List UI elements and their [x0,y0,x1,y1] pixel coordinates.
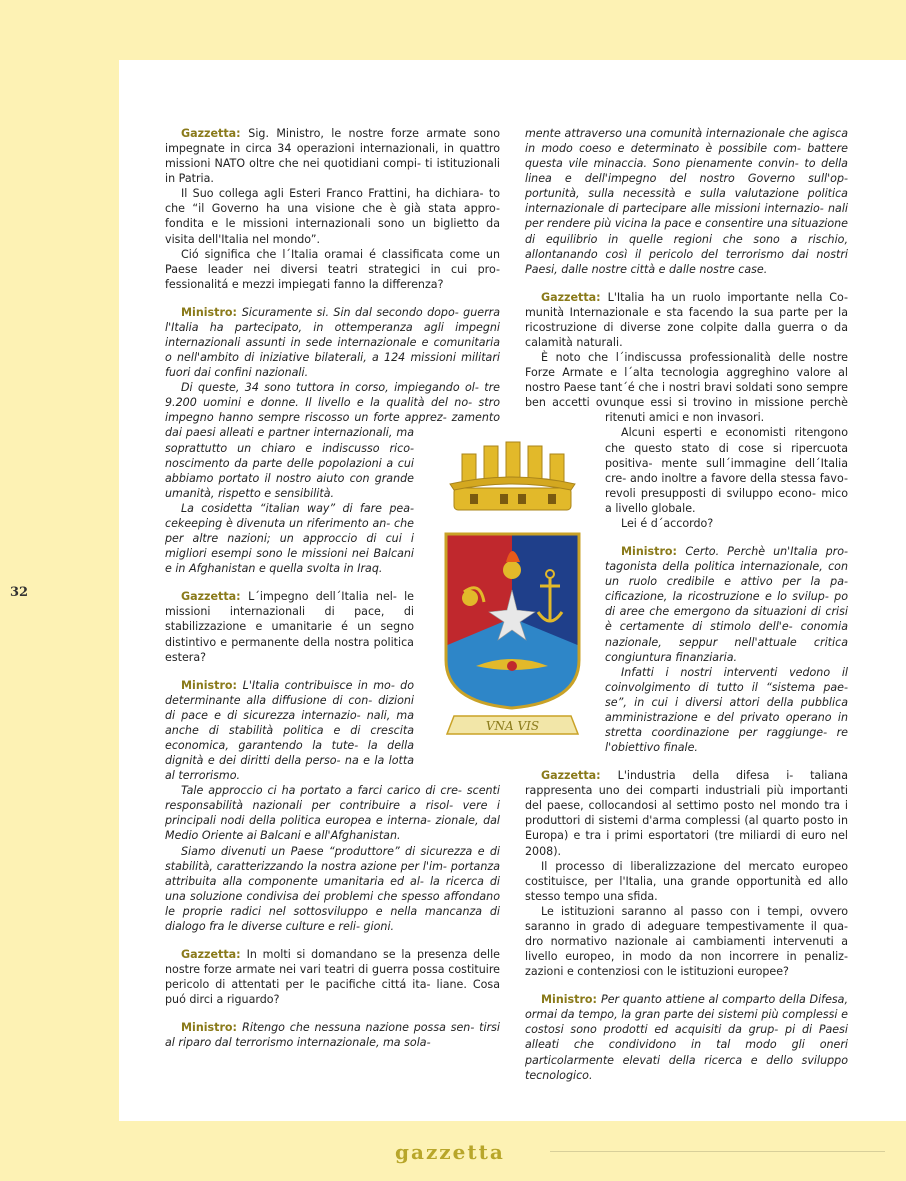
article-paragraph [165,783,500,843]
article-paragraph [165,947,500,1007]
paragraph-text: Ritengo che nessuna nazione possa sen- tirsi al riparo dal terrorismo internazionale, ma sola- [165,1021,500,1050]
speaker-label: Ministro: [621,545,686,559]
paragraph-text: È noto che l´indiscussa professionalità delle nostre Forze Armate e l´alta tecnologia aggreghino valore al nostro Paese tant´é che i nostri bravi soldati sono sempre ben accetti ovunque essi si trovino in missione perchè ritenuti amici e non invasori. [525,351,848,425]
article-paragraph [165,126,500,186]
paragraph-text: Infatti i nostri interventi vedono il coinvolgimento di tutto il “sistema pae- se”, in cui i diversi attori della pubblica amministrazione e del privato operano in stretta coordinazione per raggiunge- re l'obiettivo finale. [605,665,848,755]
paragraph-gap [525,979,848,992]
paragraph-text: Il processo di liberalizzazione del mercato europeo costituisce, per l'Italia, una grande opportunità ed allo stesso tempo una sfida. [525,859,848,903]
paragraph-text: Sicuramente si. Sin dal secondo dopo- guerra l'Italia ha partecipato, in ottemperanza agli impegni internazionali assunti in sede internazionale e comunitaria o nell'ambito di iniziative bilaterali, a 124 missioni militari fuori dai confini nazionali. [165,305,500,380]
paragraph-text: Di queste, 34 sono tuttora in corso, impiegando ol- tre 9.200 uomini e donne. Il livello e la qualità del no- stro impegno hanno sempre riscosso un forte apprez- zamento dai paesi alleati e partner internazionali, ma soprattutto un chiaro e indiscusso rico- noscimento da parte delle popolazioni a cui abbiamo portato il nostro aiuto con grande umanità, rispetto e sensibilità. [165,381,500,500]
speaker-label: Gazzetta: [181,590,249,604]
paragraph-text: L´impegno dell´Italia nel- le missioni internazionali di pace, di stabilizzazione e umanitarie é un segno distintivo e permanente della nostra politica estera? [165,590,415,664]
article-paragraph [525,768,848,858]
paragraph-text: In molti si domandano se la presenza delle nostre forze armate nei vari teatri di guerra possa costituire pericolo di attentati per le pacifiche cittá ita- liane. Cosa puó dirci a riguardo? [165,947,500,1007]
article-paragraph [165,186,500,246]
shield-icon [446,534,579,708]
paragraph-gap [165,1007,500,1020]
paragraph-gap [165,934,500,947]
paragraph-text: Siamo divenuti un Paese “produttore” di sicurezza e di stabilità, caratterizzando la nostra azione per l'im- portanza attribuita alla componente umanitaria ed al- la ricerca di una soluzione condivisa dei problemi che spesso affondano le proprie radici nel sottosviluppo e nella mancanza di dialogo fra le diverse culture e reli- gioni. [165,844,500,933]
footer-divider [550,1151,885,1152]
speaker-label: Ministro: [181,305,242,319]
article-paragraph [525,126,848,277]
speaker-label: Gazzetta: [181,127,249,140]
speaker-label: Ministro: [181,1021,243,1035]
paragraph-text: Il Suo collega agli Esteri Franco Frattini, ha dichiara- to che “il Governo ha una visione che è già stata appro- fondita e le missioni internazionali sono un biglietto da visita dell'Italia nel mondo”. [165,187,500,246]
article-paragraph [525,290,848,350]
speaker-label: Gazzetta: [181,947,247,961]
article-paragraph [165,305,500,380]
footer-logo: gazzetta [395,1140,505,1164]
article-paragraph [525,992,848,1082]
article-paragraph [525,350,848,425]
motto-ribbon [447,716,578,734]
article-paragraph [165,844,500,934]
paragraph-text: Lei é d´accordo? [621,516,714,530]
paragraph-text: Per quanto attiene al comparto della Difesa, ormai da tempo, la gran parte dei sistemi più complessi e costosi sono prodotti ed acquisiti da grup- pi di Paesi alleati che condividono in tal modo gli oneri particolarmente elevati della ricerca e dello sviluppo tecnologico. [525,993,848,1082]
paragraph-gap [525,277,848,290]
paragraph-text: mente attraverso una comunità internazionale che agisca in modo coeso e determinato è possibile com- battere questa vile minaccia. Sono pienamente convin- to della linea e dell'impegno del nostro Governo sull'op- portunità, sulla necessità e sulla valutazione politica internazionale di partecipare alle missioni internazio- nali per rendere più vicina la pace e consentire una situazione di equilibrio in quelle regioni che sono a rischio, allontanando così il pericolo del terrorismo dai nostri Paesi, dalle nostre città e dalle nostre case. [525,127,848,276]
paragraph-text: Le istituzioni saranno al passo con i tempi, ovvero saranno in grado di adeguare tempestivamente il qua- dro normativo nazionale ai cambiamenti intervenuti a livello europeo, in modo da non incorrere in penaliz- zazioni e contenziosi con le istituzioni europee? [525,904,848,979]
paragraph-text: L'Italia contribuisce in mo- do determinante alla diffusione di con- dizioni di pace e di sicurezza internazio- nali, ma anche di stabilità politica e di crescita economica, garantendo la tute- la della dignità e dei diritti della perso- na e la lotta al terrorismo. [165,678,415,783]
speaker-label: Gazzetta: [541,769,618,783]
paragraph-text: Alcuni esperti e economisti ritengono che questo stato di cose si ripercuota positiva- mente sull´immagine dell´Italia cre- ando inoltre a favore della stessa favo- revoli presupposti di sviluppo econo- mico a livello globale. [605,426,848,515]
article-paragraph [165,1020,500,1050]
coat-of-arms-emblem [440,440,585,760]
paragraph-text: L'Italia ha un ruolo importante nella Co- munità Internazionale e sta facendo la sua parte per la ricostruzione di diverse zone colpite dalla guerra o da calamità naturali. [525,290,849,350]
paragraph-gap [165,292,500,305]
paragraph-text: Sig. Ministro, le nostre forze armate sono impegnate in circa 34 operazioni internazionali, in quattro missioni NATO oltre che nei quotidiani compi- ti istituzionali in Patria. [165,127,501,186]
article-paragraph [525,859,848,904]
mural-crown-icon [450,442,575,510]
speaker-label: Gazzetta: [541,290,608,304]
speaker-label: Ministro: [181,678,243,692]
paragraph-text: Tale approccio ci ha portato a farci carico di cre- scenti responsabilità nazionali per contribuire a risol- vere i principali nodi della politica europea e interna- zionale, dal Medio Oriente ai Balcani e all'Afghanistan. [165,784,500,843]
article-paragraph [165,247,500,292]
paragraph-text: La cosidetta “italian way” di fare pea- cekeeping è divenuta un riferimento an- che per altre nazioni; un approccio di cui i migliori esempi sono le missioni nei Balcani e in Afghanistan e quella svolta in Iraq. [165,501,414,576]
page-number: 32 [10,585,29,600]
speaker-label: Ministro: [541,993,602,1007]
paragraph-text: L'industria della difesa i- taliana rappresenta uno dei comparti industriali più importanti del paese, collocandosi al settimo posto nel mondo tra i produttori di sistemi d'arma complessi (al quarto posto in Europa) e tra i primi esportatori (tre miliardi di euro nel 2008). [525,769,849,858]
paragraph-text: Ció significa che l´Italia oramai é classificata come un Paese leader nei diversi teatri strategici in cui pro- fessionalitá e mezzi impiegati fanno la differenza? [165,247,500,291]
paragraph-text: Certo. Perchè un'Italia pro- tagonista della politica internazionale, con un ruolo credibile e attivo per la pa- cificazione, la ricostruzione e lo svilup- po di aree che emergono da situazioni di crisi è certamente di stimolo dell'e- conomia nazionale, seppur nell'attuale critica congiuntura finanziaria. [605,545,849,664]
article-paragraph [525,904,848,979]
motto-text: VNA VIS [485,719,540,733]
